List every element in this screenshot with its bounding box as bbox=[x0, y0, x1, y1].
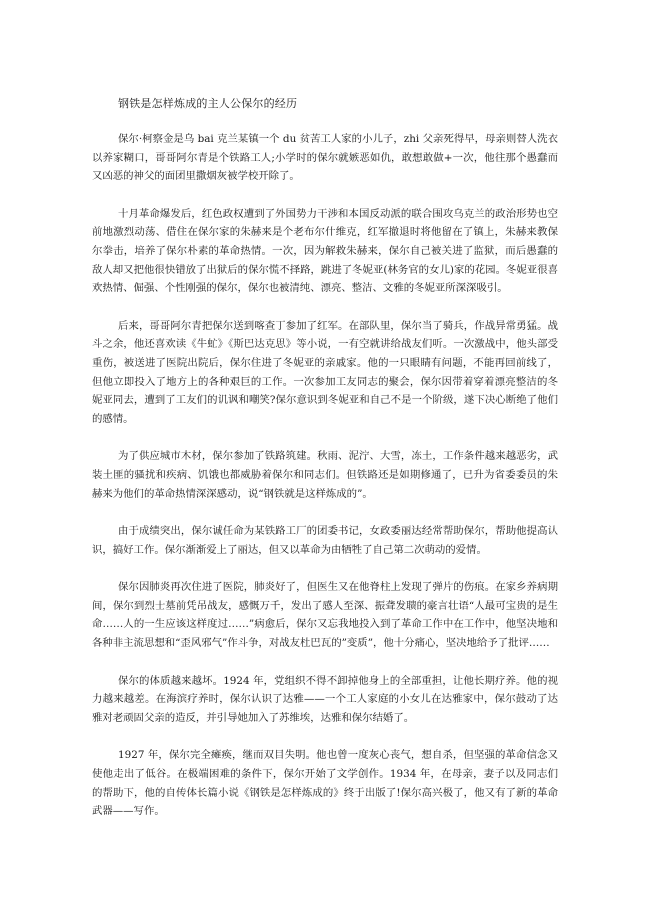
paragraph-6: 保尔因肺炎再次住进了医院，肺炎好了，但医生又在他脊柱上发现了弹片的伤痕。在家乡养病期间，保尔到烈士墓前凭吊战友，感慨万千，发出了感人至深、振聋发聩的豪言壮语“人最可宝贵的是生命……人的一生应该这样度过……”病愈后，保尔又忘我地投入到了革命工作中在工作中，他坚决地和各种非主流思想和“歪风邪气”作斗争，对战友杜巴瓦的”变质”，他十分痛心，坚决地给予了批评…… bbox=[92, 581, 558, 650]
document-title: 钢铁是怎样炼成的主人公保尔的经历 bbox=[118, 97, 298, 110]
paragraph-4: 为了供应城市木材，保尔参加了铁路筑建。秋雨、泥泞、大雪，冻土，工作条件越来越恶劣，武装土匪的骚扰和疾病、饥饿也都威胁着保尔和同志们。但铁路还是如期修通了，已升为省委委员的朱赫来为他们的革命热情深深感动，说“钢铁就是这样炼成的”。 bbox=[92, 450, 558, 500]
paragraph-7: 保尔的体质越来越坏。1924 年，党组织不得不卸掉他身上的全部重担，让他长期疗养。他的视力越来越差。在海滨疗养时，保尔认识了达雅——一个工人家庭的小女儿在达雅家中，保尔鼓动了达雅对老顽固父亲的造反，并引导她加入了苏维埃，达雅和保尔结婚了。 bbox=[92, 674, 558, 724]
paragraph-1: 保尔·柯察金是乌 bai 克兰某镇一个 du 贫苦工人家的小儿子，zhi 父亲死得早，母亲则替人洗衣以养家糊口，哥哥阿尔青是个铁路工人;小学时的保尔就嫉恶如仇，敢想敢做+一次，他往那个愚蠢而又凶恶的神父的面团里撒烟灰被学校开除了。 bbox=[92, 133, 558, 183]
paragraph-8: 1927 年，保尔完全瘫痪，继而双目失明。他也曾一度灰心丧气，想自杀，但坚强的革命信念又使他走出了低谷。在极端困难的条件下，保尔开始了文学创作。1934 年，在母亲，妻子以及同志们的帮助下，他的自传体长篇小说《钢铁是怎样炼成的》终于出版了!保尔高兴极了，他又有了新的革命武器——写作。 bbox=[92, 749, 558, 818]
paragraph-2: 十月革命爆发后，红色政权遭到了外国势力干涉和本国反动派的联合围攻乌克兰的政治形势也空前地激烈动荡、借住在保尔家的朱赫来是个老布尔什维克，红军撤退时将他留在了镇上，朱赫来教保尔拳击，培养了保尔朴素的革命热情。一次，因为解救朱赫来，保尔自己被关进了监狱，而后愚蠢的敌人却又把他很快错放了出狱后的保尔慌不择路，跳进了冬妮亚(林务官的女儿)家的花园。冬妮亚很喜欢热情、倔强、个性刚强的保尔，保尔也被清纯、漂亮、整洁、文雅的冬妮亚所深深吸引。 bbox=[92, 207, 558, 295]
paragraph-5: 由于成绩突出，保尔诚任命为某铁路工厂的团委书记，女政委丽达经常帮助保尔，帮助他提高认识，搞好工作。保尔渐渐爱上了丽达，但又以革命为由牺牲了自己第二次萌动的爱情。 bbox=[92, 525, 558, 556]
paragraph-3: 后来，哥哥阿尔青把保尔送到喀查丁参加了红军。在部队里，保尔当了骑兵，作战异常勇猛。战斗之余，他还喜欢读《牛虻》《斯巴达克思》等小说，一有空就讲给战友们听。一次激战中，他头部受重伤，被送进了医院出院后，保尔住进了冬妮亚的亲戚家。他的一只眼睛有问题，不能再回前线了，但他立即投入了地方上的各种艰巨的工作。一次参加工友同志的聚会，保尔因带着穿着漂亮整洁的冬妮亚同去，遭到了工友们的讥讽和嘲笑?保尔意识到冬妮亚和自己不是一个阶级，遂下决心断绝了他们的感情。 bbox=[92, 319, 558, 425]
